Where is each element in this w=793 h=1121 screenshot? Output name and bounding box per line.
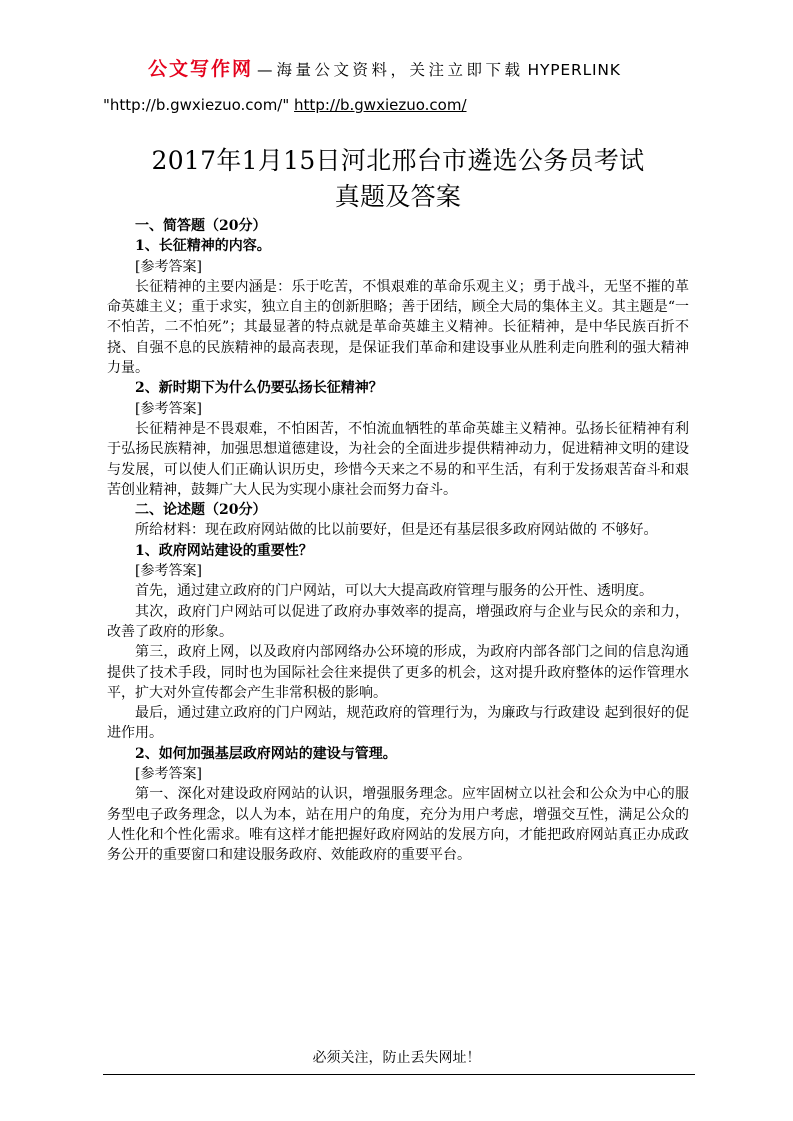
answer-tag-4: [参考答案] — [135, 766, 202, 783]
document-title — [103, 143, 693, 215]
answer-2: 长征精神是不畏艰难，不怕困苦，不怕流血牺牲的革命英雄主义精神。弘扬长征精神有利于弘扬民族精神，加强思想道德建设，为社会的全面进步提供精神动力，促进精神文明的建设与发展，可以使人们正确认识历史，珍惜今天来之不易的和平生活，有利于发扬艰苦奋斗和艰苦创业精神，鼓舞广大人民为实现小康社会而努力奋斗。 — [107, 420, 689, 498]
site-link[interactable]: http://b.gwxiezuo.com/ — [294, 96, 467, 114]
header-link-line — [103, 93, 467, 117]
answer-1: 长征精神的主要内涵是：乐于吃苦，不惧艰难的革命乐观主义；勇于战斗，无坚不摧的革命英雄主义；重于求实，独立自主的创新胆略；善于团结，顾全大局的集体主义。其主题是“一不怕苦，二不怕死”；其最显著的特点就是革命英雄主义精神。长征精神，是中华民族百折不挠、自强不息的民族精神的最高表现，是保证我们革命和建设事业从胜利走向胜利的强大精神力量。 — [107, 278, 689, 377]
site-brand: 公文写作网 — [148, 58, 254, 80]
question-4: 2、如何加强基层政府网站的建设与管理。 — [135, 745, 397, 762]
question-1: 1、长征精神的内容。 — [135, 238, 271, 255]
answer-tag-3: [参考答案] — [135, 563, 202, 580]
footer-divider — [103, 1074, 695, 1075]
answer-3-paragraph-2: 其次，政府门户网站可以促进了政府办事效率的提高，增强政府与企业与民众的亲和力，改善了政府的形象。 — [107, 603, 689, 640]
given-material: 所给材料：现在政府网站做的比以前要好，但是还有基层很多政府网站做的 不够好。 — [135, 522, 658, 539]
answer-3-paragraph-1: 首先，通过建立政府的门户网站，可以大大提高政府管理与服务的公开性、透明度。 — [135, 583, 653, 600]
section-heading-short-answer: 一、简答题（20分） — [135, 218, 267, 234]
answer-3-paragraph-3: 第三，政府上网，以及政府内部网络办公环境的形成，为政府内部各部门之间的信息沟通提供了技术手段，同时也为国际社会往来提供了更多的机会，这对提升政府整体的运作管理水平，扩大对外宣传都会产生非常积极的影响。 — [107, 644, 689, 701]
answer-4-paragraph-1: 第一、深化对建设政府网站的认识，增强服务理念。应牢固树立以社会和公众为中心的服务型电子政务理念，以人为本，站在用户的角度，充分为用户考虑，增强交互性，满足公众的人性化和个性化需求。唯有这样才能把握好政府网站的发展方向，才能把政府网站真正办成政务公开的重要窗口和建设服务政府、效能政府的重要平台。 — [107, 786, 689, 864]
document-body — [107, 216, 689, 866]
hyperlink-field-label: HYPERLINK — [527, 61, 621, 79]
question-3: 1、政府网站建设的重要性？ — [135, 542, 313, 559]
page-header — [148, 57, 708, 82]
title-line-2: 真题及答案 — [334, 182, 462, 211]
answer-3-paragraph-4: 最后，通过建立政府的门户网站，规范政府的管理行为，为廉政与行政建设 起到很好的促进作用。 — [107, 705, 689, 742]
page-footer: 必须关注，防止丢失网址！ — [312, 1050, 481, 1066]
title-line-1: 2017年1月15日河北邢台市遴选公务员考试 — [151, 146, 645, 175]
question-2: 2、新时期下为什么仍要弘扬长征精神？ — [135, 380, 383, 397]
header-slogan: 海量公文资料，关注立即下载 — [276, 61, 524, 79]
hyperlink-field-code: "http://b.gwxiezuo.com/" — [103, 96, 290, 114]
section-heading-essay: 二、论述题（20分） — [135, 502, 267, 519]
answer-tag-1: [参考答案] — [135, 258, 202, 275]
answer-tag-2: [参考答案] — [135, 400, 202, 417]
header-separator: — — [257, 61, 273, 79]
